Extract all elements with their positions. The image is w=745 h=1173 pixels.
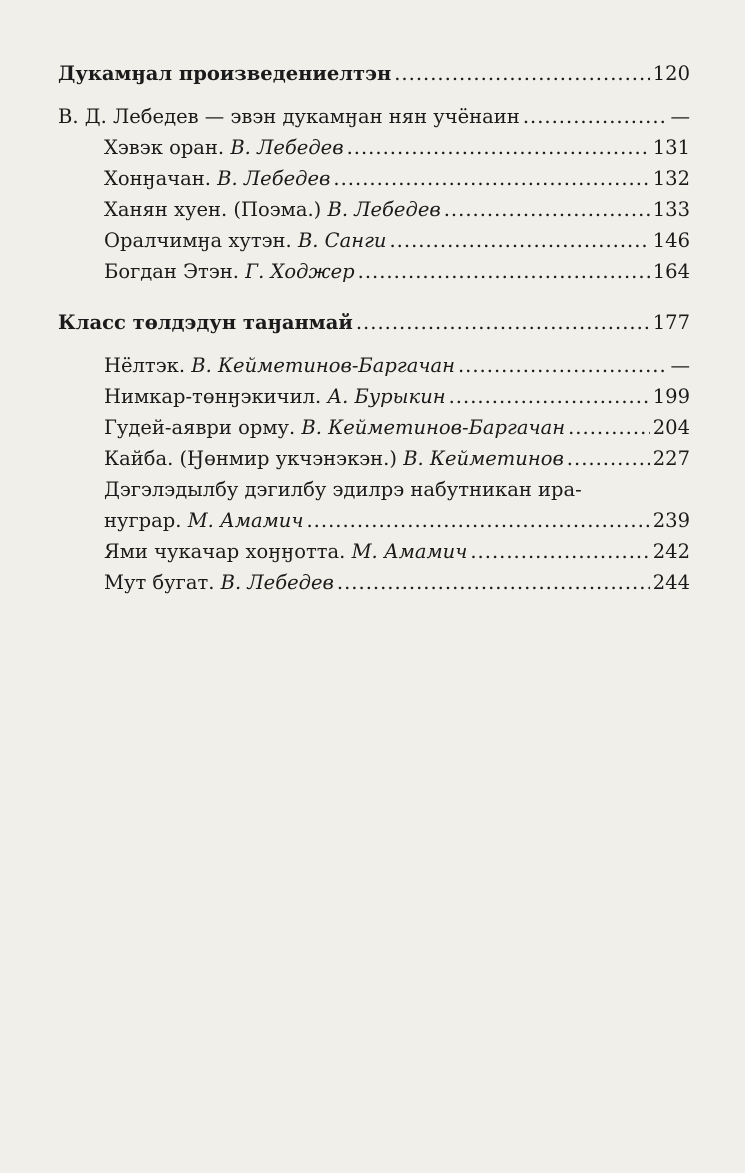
- toc-page-number: 244: [652, 571, 690, 594]
- toc-entry-first-line: [58, 474, 690, 505]
- toc-entry-author: В. Кейметинов: [403, 447, 564, 470]
- toc-entry: [58, 381, 690, 412]
- dot-leader: [394, 58, 650, 89]
- toc-entry: [58, 225, 690, 256]
- dot-leader: [347, 132, 650, 163]
- toc-section-title: Дукамӈал произведениелтэн: [58, 62, 392, 85]
- dot-leader: [333, 163, 649, 194]
- dot-leader: [389, 225, 649, 256]
- toc-page-number: —: [670, 354, 690, 377]
- toc-entry-author: В. Санги: [297, 229, 387, 252]
- toc-entry: [58, 443, 690, 474]
- toc-entry-title-continued: нуграр.: [104, 509, 182, 532]
- toc-entry-author: В. Кейметинов-Баргачан: [301, 416, 566, 439]
- toc-entry-author: В. Лебедев: [220, 571, 334, 594]
- toc-page-number: 177: [652, 311, 690, 334]
- toc-section-heading: [58, 58, 690, 89]
- toc-section-title: Класс төлдэдун таӈанмай: [58, 311, 353, 334]
- toc-entry-author: В. Лебедев: [327, 198, 441, 221]
- dot-leader: [458, 350, 668, 381]
- toc-page-number: 227: [652, 447, 690, 470]
- toc-entry: [58, 132, 690, 163]
- toc-page-number: 239: [652, 509, 690, 532]
- toc-entry-title: Дэгэлэдылбу дэгилбу эдилрэ набутникан ира-: [104, 478, 582, 501]
- toc-page-number: 199: [652, 385, 690, 408]
- toc-page-number: 120: [652, 62, 690, 85]
- dot-leader: [523, 101, 668, 132]
- toc-entry-title: Хэвэк оран.: [104, 136, 225, 159]
- toc-entry-title: Ями чукачар хоӈӈотта.: [104, 540, 346, 563]
- toc-chapter-title: В. Д. Лебедев — эвэн дукамӈан нян учёнаин: [58, 105, 520, 128]
- toc-page-number: 133: [652, 198, 690, 221]
- dot-leader: [470, 536, 649, 567]
- toc-entry-title: Нимкар-төнӈэкичил.: [104, 385, 322, 408]
- toc-entry-author: А. Бурыкин: [327, 385, 446, 408]
- toc-page-number: 146: [652, 229, 690, 252]
- toc-page-number: 204: [652, 416, 690, 439]
- toc-chapter-heading: [58, 101, 690, 132]
- toc-entry-author: Г. Ходжер: [245, 260, 355, 283]
- toc-page-number: 131: [652, 136, 690, 159]
- dot-leader: [306, 505, 649, 536]
- toc-entry: [58, 412, 690, 443]
- dot-leader: [337, 567, 650, 598]
- toc-entry: [58, 163, 690, 194]
- toc-entry-author: М. Амамич: [351, 540, 468, 563]
- toc-entry: [58, 536, 690, 567]
- toc-entry-title: Хонӈачан.: [104, 167, 211, 190]
- dot-leader: [567, 443, 650, 474]
- toc-entry-title: Нёлтэк.: [104, 354, 186, 377]
- toc-entry-title: Ханян хуен. (Поэма.): [104, 198, 322, 221]
- dot-leader: [356, 307, 650, 338]
- toc-entry-author: В. Кейметинов-Баргачан: [191, 354, 455, 377]
- toc-entry-author: М. Амамич: [187, 509, 304, 532]
- toc-entry-title: Мут бугат.: [104, 571, 215, 594]
- spacer: [58, 287, 690, 307]
- toc-entry-title: Гудей-аяври орму.: [104, 416, 296, 439]
- toc-entry: [58, 505, 690, 536]
- toc-entry: [58, 194, 690, 225]
- dot-leader: [568, 412, 650, 443]
- toc-entry-title: Богдан Этэн.: [104, 260, 239, 283]
- toc-page-number: 164: [652, 260, 690, 283]
- toc-entry: [58, 567, 690, 598]
- dot-leader: [358, 256, 650, 287]
- toc-entry-author: В. Лебедев: [217, 167, 331, 190]
- table-of-contents: [58, 58, 690, 598]
- toc-page-number: 132: [652, 167, 690, 190]
- toc-entry-author: В. Лебедев: [230, 136, 344, 159]
- dot-leader: [449, 381, 650, 412]
- toc-section-heading: [58, 307, 690, 338]
- dot-leader: [444, 194, 650, 225]
- toc-page-number: 242: [652, 540, 690, 563]
- toc-entry-title: Кайба. (Ӈөнмир укчэнэкэн.): [104, 447, 397, 470]
- toc-entry-title: Оралчимӈа хутэн.: [104, 229, 292, 252]
- toc-entry: [58, 350, 690, 381]
- toc-entry: [58, 256, 690, 287]
- toc-page-number: —: [670, 105, 690, 128]
